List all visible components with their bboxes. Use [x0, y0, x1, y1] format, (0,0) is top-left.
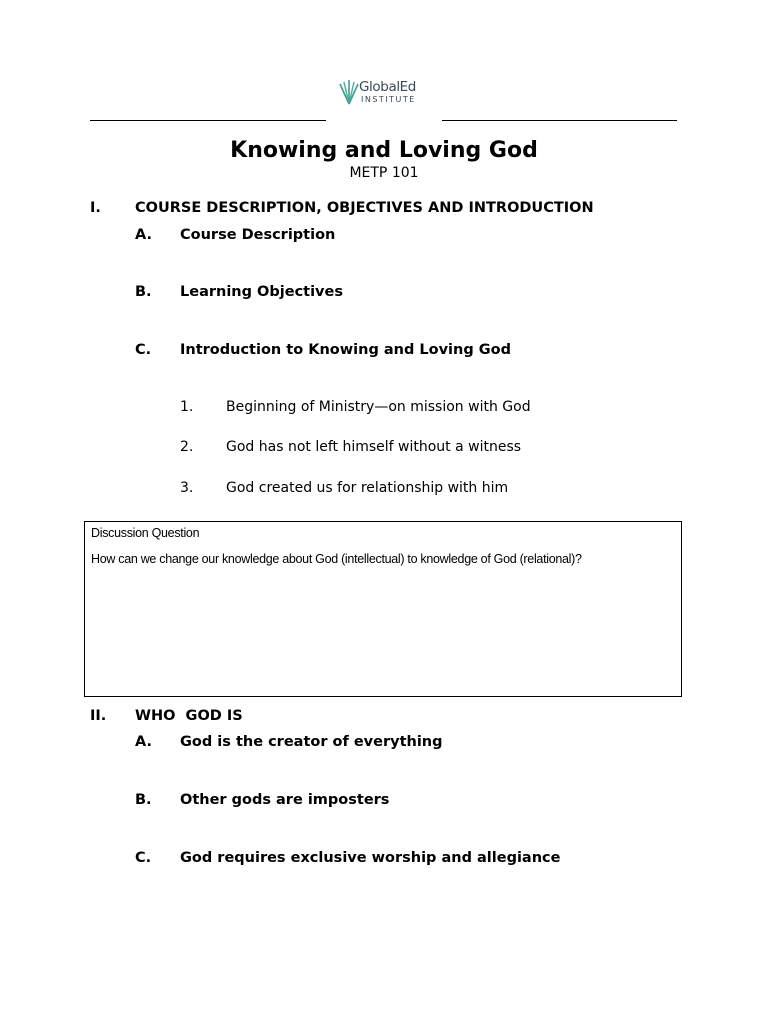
course-code: METP 101	[349, 165, 419, 181]
section-1-item-a-marker: A.	[135, 227, 152, 243]
section-1-heading: COURSE DESCRIPTION, OBJECTIVES AND INTRODUCTION	[135, 200, 594, 216]
header-rule-left	[90, 120, 326, 121]
section-1-subitem-1: Beginning of Ministry—on mission with God	[226, 399, 531, 415]
section-2-marker: II.	[90, 708, 107, 724]
section-1-subitem-2: God has not left himself without a witness	[226, 439, 522, 455]
logo-subtitle: INSTITUTE	[361, 95, 416, 104]
discussion-title: Discussion Question	[91, 526, 200, 540]
section-1-subitem-3: God created us for relationship with him	[226, 480, 509, 496]
section-1-subitem-1-marker: 1.	[180, 399, 194, 415]
section-1-item-c: Introduction to Knowing and Loving God	[180, 342, 512, 358]
globaled-logo	[338, 78, 430, 108]
logo-name: GlobalEd	[359, 79, 416, 95]
discussion-box	[84, 521, 682, 697]
section-1-subitem-2-marker: 2.	[180, 439, 194, 455]
section-1-item-b: Learning Objectives	[180, 284, 343, 300]
section-2-item-c: God requires exclusive worship and allegiance	[180, 850, 561, 866]
section-1-marker: I.	[90, 200, 101, 216]
section-2-item-c-marker: C.	[135, 850, 152, 866]
section-1-item-c-marker: C.	[135, 342, 152, 358]
section-2-item-b: Other gods are imposters	[180, 792, 390, 808]
page-title: Knowing and Loving God	[230, 138, 538, 163]
section-1-item-b-marker: B.	[135, 284, 152, 300]
section-2-item-a-marker: A.	[135, 734, 152, 750]
section-2-item-b-marker: B.	[135, 792, 152, 808]
leaf-icon	[338, 78, 360, 106]
section-2-item-a: God is the creator of everything	[180, 734, 443, 750]
discussion-question: How can we change our knowledge about God (intellectual) to knowledge of God (relational)?	[91, 552, 582, 566]
section-2-heading: WHO GOD IS	[135, 708, 243, 724]
section-1-subitem-3-marker: 3.	[180, 480, 194, 496]
header-rule-right	[442, 120, 677, 121]
section-1-item-a: Course Description	[180, 227, 336, 243]
